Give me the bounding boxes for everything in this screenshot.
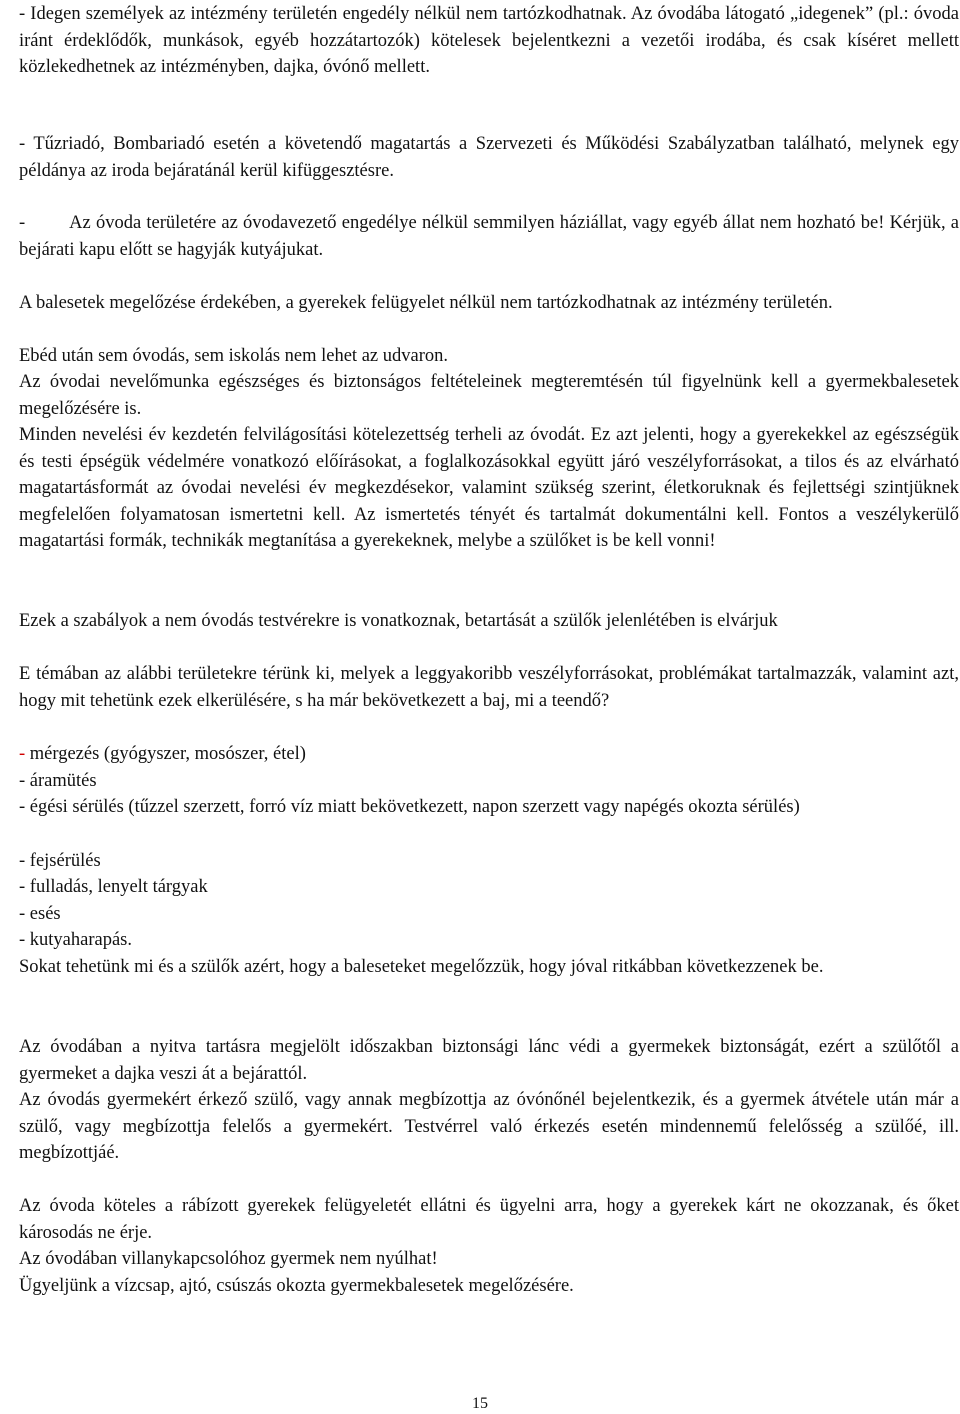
paragraph-parents: Sokat tehetünk mi és a szülők azért, hogy a baleseteket megelőzzük, hogy jóval ritkábban következzenek be. [19, 957, 824, 977]
paragraph-information-duty: Minden nevelési év kezdetén felvilágosítási kötelezettség terheli az óvodát. Ez azt jelenti, hogy a gyerekekkel az egészségük és testi épségük védelmére vonatkozó előírásokat, a foglalkozásokkal együtt járó veszélyforrásokat, a tilos és az elvárható magatartásformát az óvodai nevelési év megkezdésekor, valamint szükség szerint, életkoruknak és fejlettségi szintjüknek megfelelően folyamatosan ismertetni kell. Az ismertetés tényét és tartalmát dokumentálni kell. Fontos a veszélykerülő magatartási formák, technikák megtanítása a gyerekeknek, melybe a szülőket is be kell vonni! [19, 425, 959, 552]
list-item-burn: - égési sérülés (tűzzel szerzett, forró víz miatt bekövetkezett, napon szerzett vagy napégés okozta sérülés) [19, 797, 800, 817]
list-item-poisoning [19, 741, 959, 768]
list-item-fall: - esés [19, 904, 61, 924]
paragraph-safety-chain: Az óvodában a nyitva tartásra megjelölt időszakban biztonsági lánc védi a gyermekek biztonságát, ezért a szülőtől a gyermeket a dajka veszi át a bejárattól. [19, 1037, 959, 1084]
red-dash: - [19, 744, 26, 764]
paragraph-animals [19, 210, 959, 263]
paragraph-pickup: Az óvodás gyermekért érkező szülő, vagy annak megbízottja az óvónőnél bejelentkezik, és a gyermek átvétele után már a szülő, vagy megbízottja felelős a gyermekért. Testvérrel való érkezés esetén mindennemű felelősség a szülőé, ill. megbízottjáé. [19, 1090, 959, 1164]
paragraph-supervision: Az óvoda köteles a rábízott gyerekek felügyeletét ellátni és ügyelni arra, hogy a gyerekek kárt ne okozzanak, és őket károsodás ne érje. [19, 1196, 959, 1243]
list-item-head-injury: - fejsérülés [19, 851, 101, 871]
paragraph-after-lunch: Ebéd után sem óvodás, sem iskolás nem lehet az udvaron. [19, 346, 448, 366]
paragraph-light-switch: Az óvodában villanykapcsolóhoz gyermek nem nyúlhat! [19, 1249, 438, 1269]
page-number: 15 [472, 1395, 488, 1412]
list-item-text: mérgezés (gyógyszer, mosószer, étel) [29, 744, 306, 764]
paragraph-animals-text: Az óvoda területére az óvodavezető engedélye nélkül semmilyen háziállat, vagy egyéb állat nem hozható be! Kérjük, a bejárati kapu előtt se hagyják kutyájukat. [19, 213, 959, 260]
list-item-choking: - fulladás, lenyelt tárgyak [19, 877, 208, 897]
paragraph-fire-alarm: - Tűzriadó, Bombariadó esetén a követendő magatartás a Szervezeti és Működési Szabályzatban található, melynek egy példánya az iroda bejáratánál kerül kifüggesztésre. [19, 134, 959, 181]
paragraph-visitors: - Idegen személyek az intézmény területén engedély nélkül nem tartózkodhatnak. Az óvodába látogató „idegenek” (pl.: óvoda iránt érdeklődők, munkások, egyéb hozzátartozók) kötelesek bejelentkezni a vezetői irodába, és csak kíséret mellett közlekedhetnek az intézményben, dajka, óvónő mellett. [19, 4, 959, 78]
paragraph-accident-prevention: A balesetek megelőzése érdekében, a gyerekek felügyelet nélkül nem tartózkodhatnak az intézmény területén. [19, 293, 833, 313]
dash: - [19, 213, 26, 233]
paragraph-educational-work: Az óvodai nevelőmunka egészséges és biztonságos feltételeinek megteremtésén túl figyelnünk kell a gyermekbalesetek megelőzésére is. [19, 372, 959, 419]
list-item-electric-shock: - áramütés [19, 771, 97, 791]
paragraph-topics: E témában az alábbi területekre térünk ki, melyek a leggyakoribb veszélyforrásokat, problémákat tartalmazzák, valamint azt, hogy mit tehetünk ezek elkerülésére, s ha már bekövetkezett a baj, mi a teendő? [19, 664, 959, 711]
list-item-dog-bite: - kutyaharapás. [19, 930, 133, 950]
paragraph-siblings: Ezek a szabályok a nem óvodás testvérekre is vonatkoznak, betartását a szülők jelenlétében is elvárjuk [19, 611, 778, 631]
paragraph-tap-door: Ügyeljünk a vízcsap, ajtó, csúszás okozta gyermekbalesetek megelőzésére. [19, 1276, 574, 1296]
